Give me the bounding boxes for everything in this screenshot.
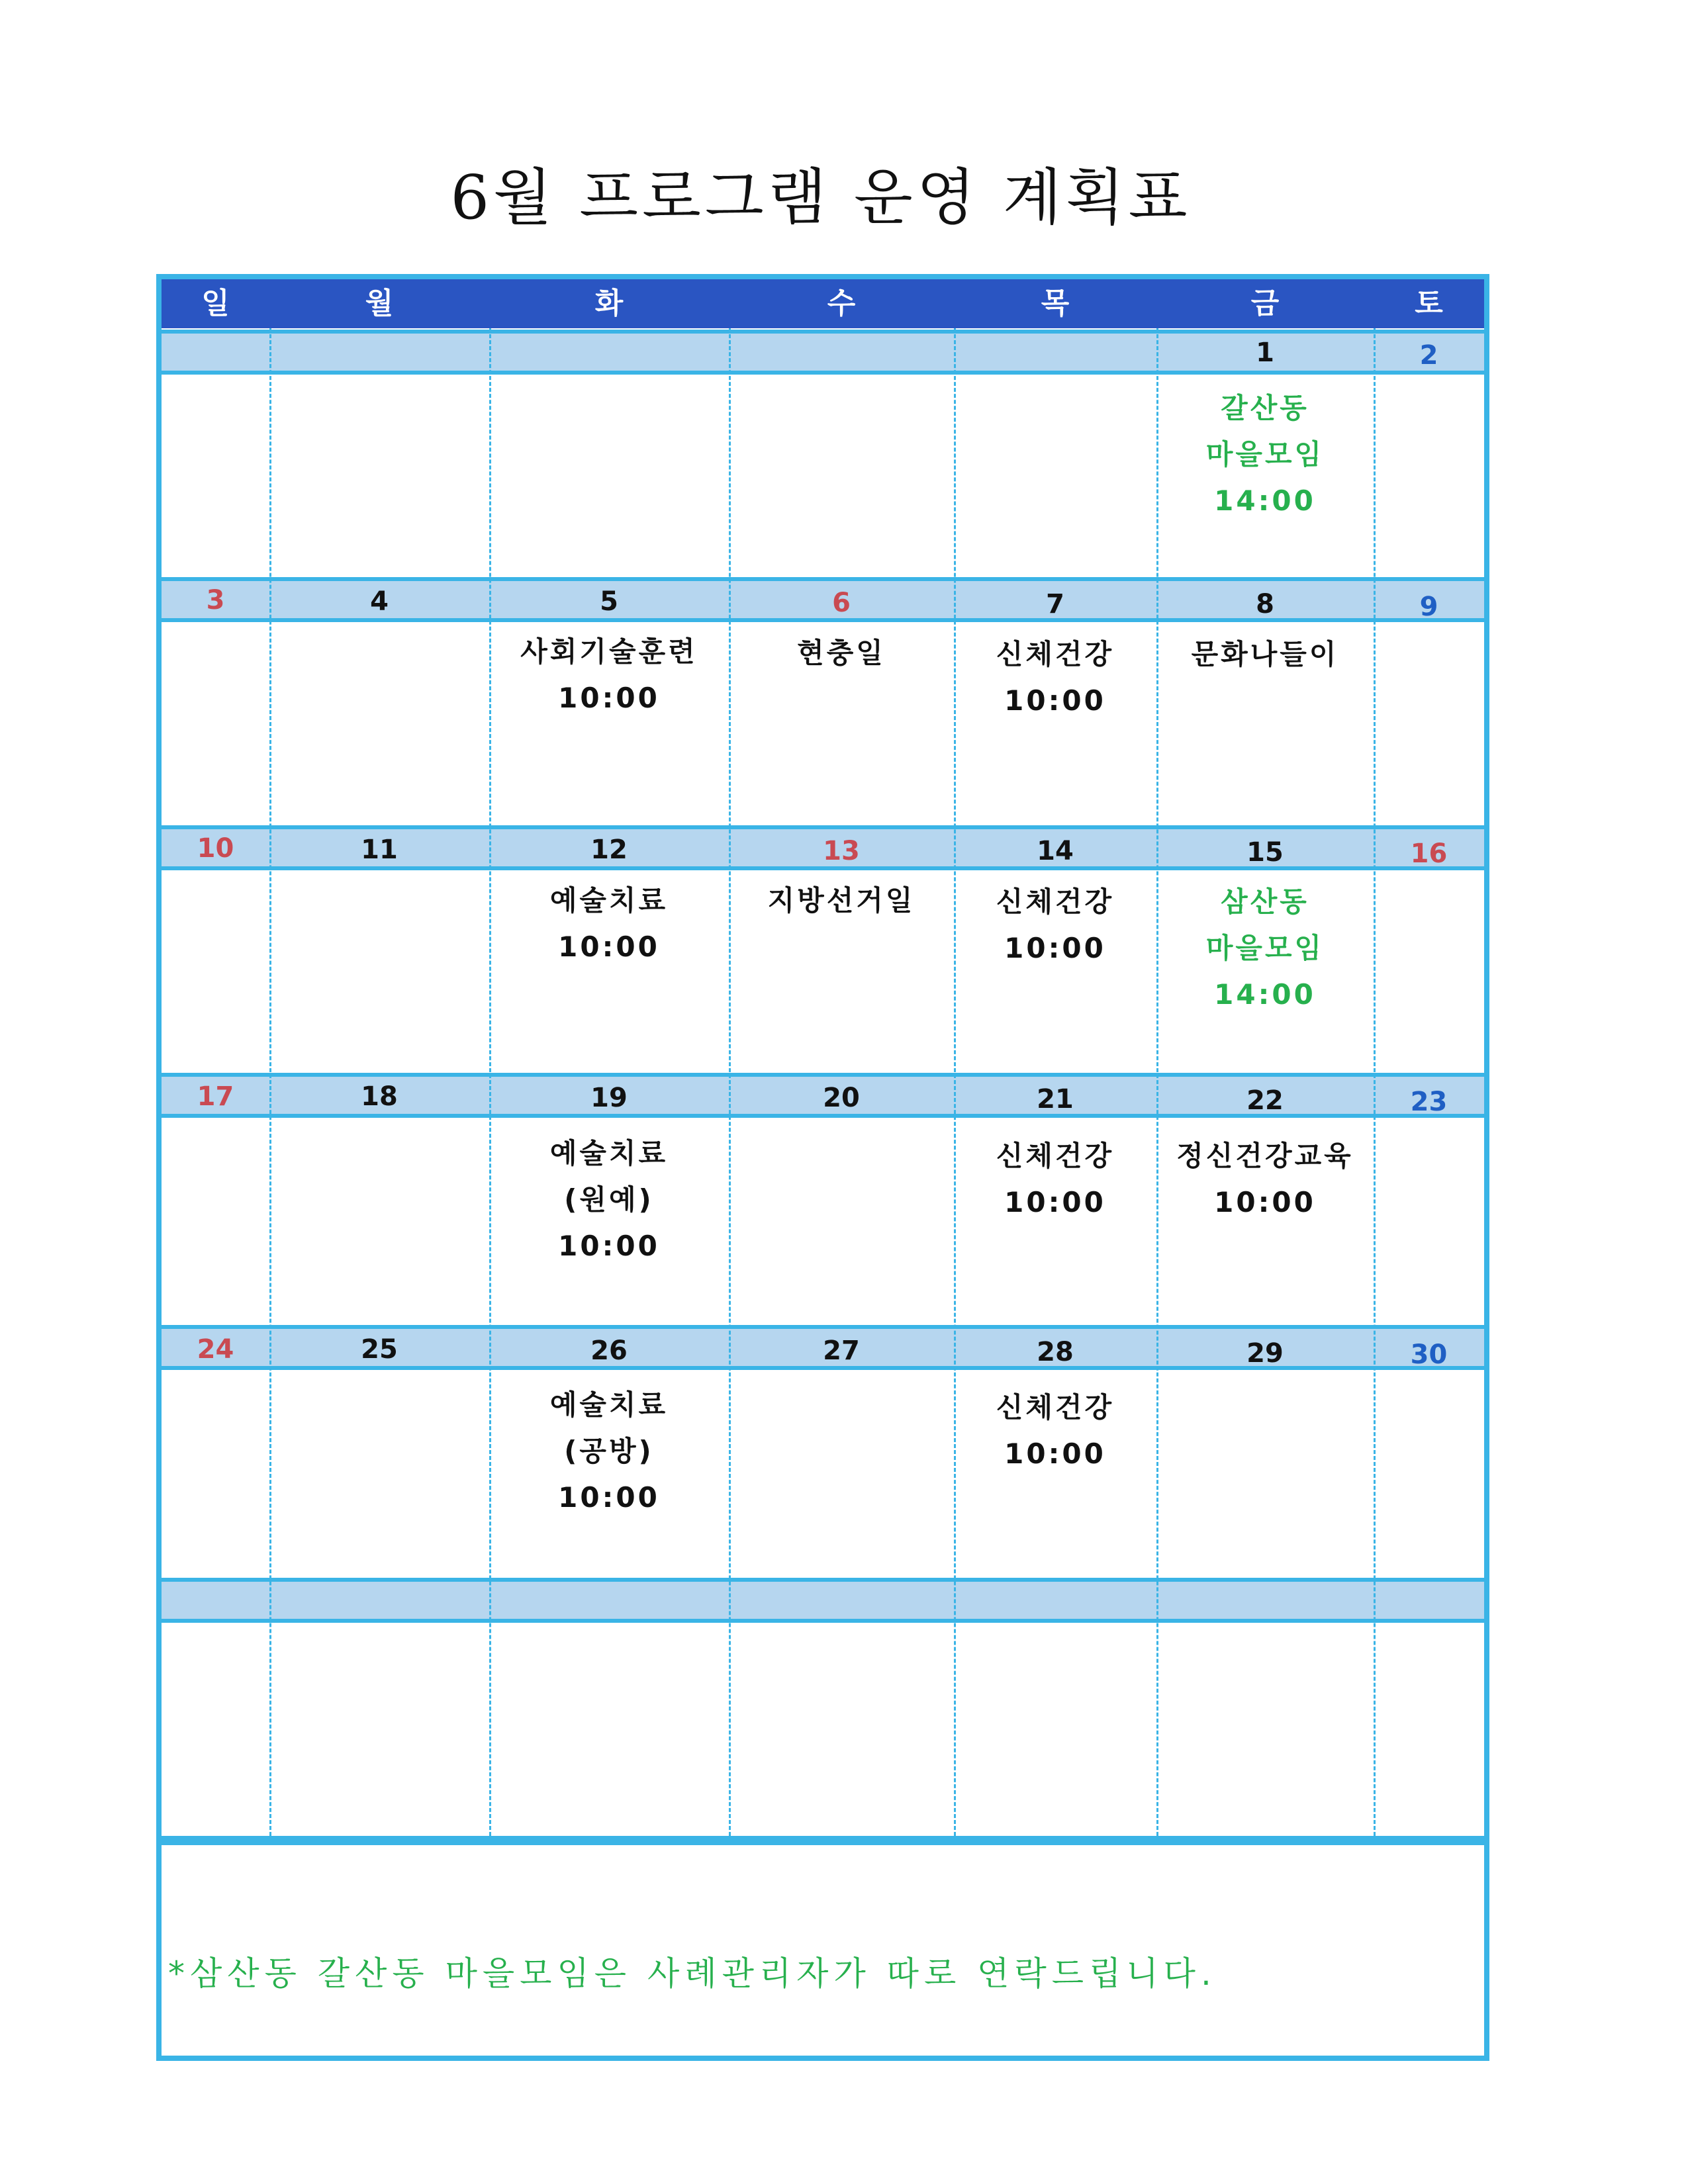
event-jun28: 신체건강 10:00 bbox=[996, 1391, 1115, 1470]
weekday-tue: 화 bbox=[594, 287, 624, 320]
event-jun7: 신체건강 10:00 bbox=[996, 638, 1115, 717]
weekday-wed: 수 bbox=[827, 287, 856, 320]
week-band-6 bbox=[162, 1578, 1484, 1623]
event-jun5: 사회기술훈련 10:00 bbox=[520, 635, 698, 714]
date-cell: 25 bbox=[361, 1334, 398, 1365]
date-cell: 24 bbox=[197, 1334, 234, 1365]
date-cell: 28 bbox=[1037, 1337, 1074, 1367]
date-cell: 14 bbox=[1037, 836, 1074, 866]
date-cell: 17 bbox=[197, 1081, 234, 1112]
date-cell: 15 bbox=[1246, 837, 1284, 868]
event-jun19: 예술치료 (원예) 10:00 bbox=[549, 1137, 669, 1262]
date-cell: 21 bbox=[1037, 1084, 1074, 1115]
event-jun1: 갈산동 마을모임 14:00 bbox=[1205, 392, 1325, 517]
date-cell: 3 bbox=[206, 585, 225, 615]
date-cell: 13 bbox=[823, 836, 860, 866]
date-cell: 20 bbox=[823, 1083, 860, 1113]
weekday-fri: 금 bbox=[1250, 287, 1280, 320]
date-cell: 8 bbox=[1256, 589, 1274, 619]
date-cell: 26 bbox=[590, 1336, 628, 1366]
event-jun21: 신체건강 10:00 bbox=[996, 1140, 1115, 1218]
column-divider bbox=[1374, 328, 1376, 1836]
weekday-thu: 목 bbox=[1041, 287, 1070, 320]
date-cell: 4 bbox=[370, 586, 389, 617]
date-cell: 22 bbox=[1246, 1085, 1284, 1116]
event-jun6: 현충일 bbox=[797, 637, 886, 669]
weekday-sat: 토 bbox=[1415, 287, 1443, 320]
column-divider bbox=[954, 328, 956, 1836]
event-jun26: 예술치료 (공방) 10:00 bbox=[549, 1388, 669, 1514]
date-cell: 7 bbox=[1046, 589, 1064, 619]
date-cell: 19 bbox=[590, 1083, 628, 1113]
weekday-header bbox=[162, 279, 1484, 328]
date-cell: 16 bbox=[1410, 839, 1448, 869]
weekday-mon: 월 bbox=[365, 287, 394, 320]
column-divider bbox=[1156, 328, 1158, 1836]
date-cell: 12 bbox=[590, 835, 628, 865]
calendar bbox=[156, 274, 1489, 2061]
date-cell: 9 bbox=[1419, 592, 1438, 622]
event-jun15: 삼산동 마을모임 14:00 bbox=[1205, 886, 1325, 1011]
event-jun14: 신체건강 10:00 bbox=[996, 886, 1115, 964]
notes-divider bbox=[162, 1836, 1484, 1845]
page-title: 6월 프로그램 운영 계획표 bbox=[450, 162, 1192, 233]
event-jun22: 정신건강교육 10:00 bbox=[1176, 1140, 1354, 1218]
column-divider bbox=[729, 328, 731, 1836]
weekday-sun: 일 bbox=[201, 287, 230, 320]
date-cell: 29 bbox=[1246, 1338, 1284, 1369]
date-cell: 27 bbox=[823, 1336, 860, 1366]
footer-note: *삼산동 갈산동 마을모임은 사례관리자가 따로 연락드립니다. bbox=[168, 1954, 1217, 1993]
date-cell: 23 bbox=[1410, 1087, 1448, 1117]
date-cell: 5 bbox=[600, 586, 618, 617]
event-jun12: 예술치료 10:00 bbox=[549, 884, 669, 963]
date-cell: 2 bbox=[1419, 340, 1438, 371]
date-cell: 10 bbox=[197, 833, 234, 864]
date-cell: 30 bbox=[1410, 1340, 1448, 1370]
date-cell: 11 bbox=[361, 835, 398, 865]
date-cell: 1 bbox=[1256, 338, 1274, 368]
event-jun8: 문화나들이 bbox=[1191, 638, 1339, 670]
column-divider bbox=[489, 328, 491, 1836]
date-cell: 6 bbox=[832, 588, 851, 618]
date-cell: 18 bbox=[361, 1081, 398, 1112]
event-jun13: 지방선거일 bbox=[767, 884, 915, 917]
